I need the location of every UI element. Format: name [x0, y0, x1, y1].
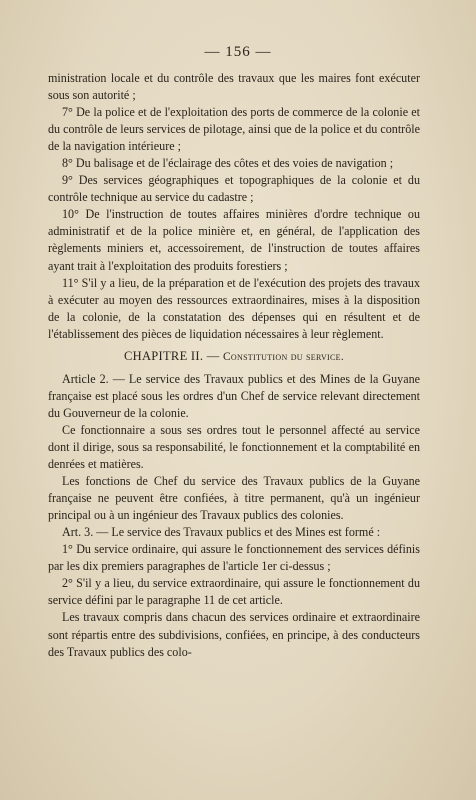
paragraph-item-7: 7° De la police et de l'exploitation des ports de commerce de la colonie et du contrôle de leurs services de pilotage, ainsi que de la police et du contrôle de la navigation intérieure ;	[48, 105, 420, 154]
paragraph-chef-fonctions: Les fonctions de Chef du service des Travaux publics de la Guyane française ne peuvent être confiées, à titre permanent, qu'à un ingénieur principal ou à un ingénieur des Travaux publics des colonies.	[48, 474, 420, 523]
paragraph-item-8: 8° Du balisage et de l'éclairage des côtes et des voies de navigation ;	[62, 156, 394, 171]
paragraph-item-10: 10° De l'instruction de toutes affaires minières d'ordre technique ou administratif et de la police minière et, en général, de l'application des règlements miniers et, accessoirement, de l'instruction de toutes affaires ayant trait à l'exploitation des produits forestiers ;	[48, 207, 420, 273]
paragraph-article-2: Article 2. — Le service des Travaux publics et des Mines de la Guyane française est placé sous les ordres d'un Chef de service relevant directement du Gouverneur de la colonie.	[48, 371, 420, 420]
chapter-number: CHAPITRE II. —	[123, 348, 220, 363]
paragraph-continuation: ministration locale et du contrôle des travaux que les maires font exécuter sous son autorité ;	[48, 71, 420, 103]
chapter-heading	[48, 348, 420, 366]
page-number: — 156 —	[204, 44, 272, 60]
page-body-text	[48, 70, 420, 661]
paragraph-chef-personnel: Ce fonctionnaire a sous ses ordres tout le personnel affecté au service dont il dirige, sous sa responsabilité, le fonctionnement et la comptabilité en denrées et matières.	[48, 422, 420, 472]
paragraph-service-extraordinaire: 2° S'il y a lieu, du service extraordinaire, qui assure le fonctionnement du service défini par le paragraphe 11 de cet article.	[48, 576, 420, 608]
paragraph-service-ordinaire: 1° Du service ordinaire, qui assure le fonctionnement des services définis par les dix premiers paragraphes de l'article 1er ci-dessus ;	[48, 542, 420, 574]
chapter-title: Constitution du service.	[222, 350, 345, 363]
paragraph-subdivisions: Les travaux compris dans chacun des services ordinaire et extraordinaire sont répartis entre des subdivisions, confiées, en principe, à des conducteurs des Travaux publics des colo-	[48, 610, 420, 659]
paragraph-article-3: Art. 3. — Le service des Travaux publics et des Mines est formé :	[62, 525, 381, 540]
paragraph-item-9: 9° Des services géographiques et topographiques de la colonie et du contrôle technique au service du cadastre ;	[48, 173, 420, 205]
paragraph-item-11: 11° S'il y a lieu, de la préparation et de l'exécution des projets des travaux à exécuter au moyen des ressources extraordinaires, mises à la disposition de la colonie, de la constatation des dépenses qui en résultent et de l'établissement des pièces de liquidation nécessaires à leur règlement.	[48, 275, 420, 341]
